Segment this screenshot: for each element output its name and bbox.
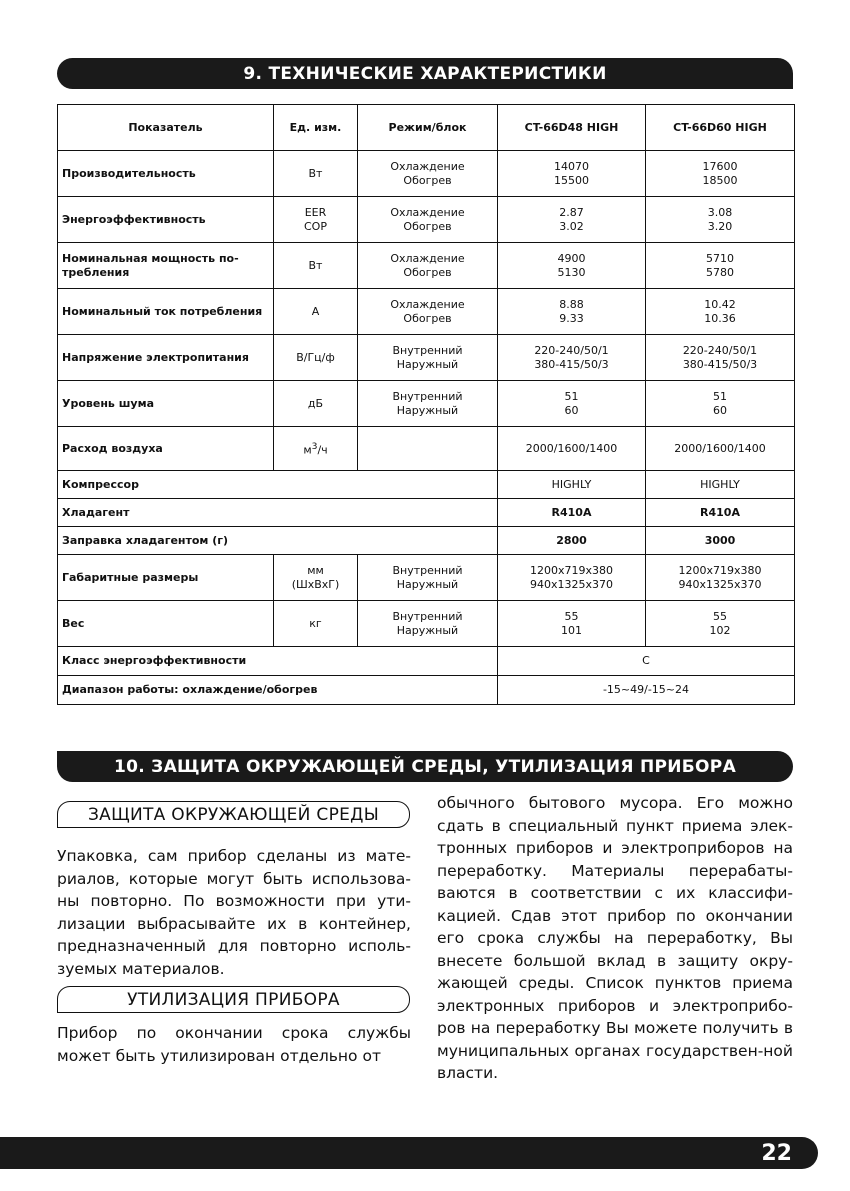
- mode-cell: Внутренний Наружный: [358, 381, 498, 427]
- paragraph-packaging: Упаковка, сам прибор сделаны из мате-риалов, которые могут быть использова-ны повторно. По возможности при ути-лизации выбрасывайте их в контейнер, предназначенный для повторно исполь-зуемых материалов.: [57, 847, 411, 978]
- page-number: 22: [761, 1140, 792, 1166]
- row-label: Класс энергоэффективности: [58, 647, 498, 676]
- row-label: Номинальная мощность по- требления: [58, 243, 274, 289]
- specifications-table: [57, 104, 795, 705]
- table-row: [58, 151, 795, 197]
- table-row: [58, 676, 795, 705]
- mode-cell: Охлаждение Обогрев: [358, 289, 498, 335]
- unit-cell: кг: [274, 601, 358, 647]
- row-label: Энергоэффективность: [58, 197, 274, 243]
- section-10-title: 10. ЗАЩИТА ОКРУЖАЮЩЕЙ СРЕДЫ, УТИЛИЗАЦИЯ ПРИБОРА: [113, 756, 737, 777]
- subheading-disposal-label: УТИЛИЗАЦИЯ ПРИБОРА: [127, 989, 340, 1010]
- model-a-cell: 55 101: [498, 601, 646, 647]
- row-label: Производительность: [58, 151, 274, 197]
- row-label: Уровень шума: [58, 381, 274, 427]
- mode-cell: Охлаждение Обогрев: [358, 151, 498, 197]
- model-b-cell: 5710 5780: [646, 243, 795, 289]
- model-b-cell: 3000: [646, 527, 795, 555]
- table-row: [58, 381, 795, 427]
- row-label: Напряжение электропитания: [58, 335, 274, 381]
- model-a-cell: 8.88 9.33: [498, 289, 646, 335]
- header-cell: Режим/блок: [358, 105, 498, 151]
- mode-cell: [358, 427, 498, 471]
- row-label: Диапазон работы: охлаждение/обогрев: [58, 676, 498, 705]
- table-row: [58, 555, 795, 601]
- unit-cell: дБ: [274, 381, 358, 427]
- mode-cell: Внутренний Наружный: [358, 555, 498, 601]
- mode-cell: Охлаждение Обогрев: [358, 197, 498, 243]
- row-label: Хладагент: [58, 499, 498, 527]
- table-row: [58, 527, 795, 555]
- row-label: Расход воздуха: [58, 427, 274, 471]
- unit-cell: EER COP: [274, 197, 358, 243]
- paragraph-recycling: обычного бытового мусора. Его можно сдать в специальный пункт приема элек-тронных приборов и электроприборов на переработку. Материалы перерабаты-ваются в соответствии с их классифи-кацией. Сдав этот прибор по окончании его срока службы на переработку, Вы внесете большой вклад в защиту окру-жающей среды. Список пунктов приема электронных приборов и электроприбо-ров на переработку Вы можете получить в муниципальных органах государствен-ной власти.: [437, 794, 793, 1082]
- header-cell: Показатель: [58, 105, 274, 151]
- table-row: [58, 289, 795, 335]
- mode-cell: Охлаждение Обогрев: [358, 243, 498, 289]
- mode-cell: Внутренний Наружный: [358, 601, 498, 647]
- unit-cell: мм (ШхВхГ): [274, 555, 358, 601]
- table-row: [58, 647, 795, 676]
- model-b-cell: HIGHLY: [646, 471, 795, 499]
- subheading-environment-label: ЗАЩИТА ОКРУЖАЮЩЕЙ СРЕДЫ: [87, 804, 380, 825]
- unit-cell: Вт: [274, 151, 358, 197]
- unit-cell: $м^3/ч$: [274, 427, 358, 471]
- table-row: [58, 427, 795, 471]
- model-b-cell: 55 102: [646, 601, 795, 647]
- model-b-cell: 10.42 10.36: [646, 289, 795, 335]
- unit-cell: А: [274, 289, 358, 335]
- model-a-cell: 2000/1600/1400: [498, 427, 646, 471]
- model-a-cell: 4900 5130: [498, 243, 646, 289]
- model-b-cell: 2000/1600/1400: [646, 427, 795, 471]
- model-a-cell: 51 60: [498, 381, 646, 427]
- model-b-cell: 51 60: [646, 381, 795, 427]
- row-label: Вес: [58, 601, 274, 647]
- table-row: [58, 335, 795, 381]
- header-cell: Ед. изм.: [274, 105, 358, 151]
- value-cell: C: [498, 647, 795, 676]
- model-b-cell: 3.08 3.20: [646, 197, 795, 243]
- unit-cell: В/Гц/ф: [274, 335, 358, 381]
- row-label: Заправка хладагентом (г): [58, 527, 498, 555]
- table-row: [58, 499, 795, 527]
- table-row: [58, 197, 795, 243]
- model-a-cell: 2800: [498, 527, 646, 555]
- section-10-header: [57, 751, 793, 782]
- header-cell: CT-66D60 HIGH: [646, 105, 795, 151]
- model-a-cell: 14070 15500: [498, 151, 646, 197]
- row-label: Номинальный ток потребления: [58, 289, 274, 335]
- section-9-title: 9. ТЕХНИЧЕСКИЕ ХАРАКТЕРИСТИКИ: [243, 63, 607, 84]
- subheading-environment: [57, 801, 410, 828]
- row-label: Компрессор: [58, 471, 498, 499]
- model-a-cell: 1200x719x380 940x1325x370: [498, 555, 646, 601]
- model-a-cell: 220-240/50/1 380-415/50/3: [498, 335, 646, 381]
- section-9-header: [57, 58, 793, 89]
- header-cell: CT-66D48 HIGH: [498, 105, 646, 151]
- table-row: [58, 601, 795, 647]
- row-label: Габаритные размеры: [58, 555, 274, 601]
- mode-cell: Внутренний Наружный: [358, 335, 498, 381]
- model-b-cell: R410A: [646, 499, 795, 527]
- unit-cell: Вт: [274, 243, 358, 289]
- value-cell: -15~49/-15~24: [498, 676, 795, 705]
- table-row: [58, 471, 795, 499]
- table-header-row: [58, 105, 795, 151]
- subheading-disposal: [57, 986, 410, 1013]
- model-b-cell: 1200x719x380 940x1325x370: [646, 555, 795, 601]
- table-row: [58, 243, 795, 289]
- model-a-cell: HIGHLY: [498, 471, 646, 499]
- model-b-cell: 220-240/50/1 380-415/50/3: [646, 335, 795, 381]
- model-a-cell: R410A: [498, 499, 646, 527]
- model-a-cell: 2.87 3.02: [498, 197, 646, 243]
- model-b-cell: 17600 18500: [646, 151, 795, 197]
- footer-bar: [0, 1137, 818, 1169]
- paragraph-disposal: Прибор по окончании срока службы может быть утилизирован отдельно от: [57, 1024, 411, 1065]
